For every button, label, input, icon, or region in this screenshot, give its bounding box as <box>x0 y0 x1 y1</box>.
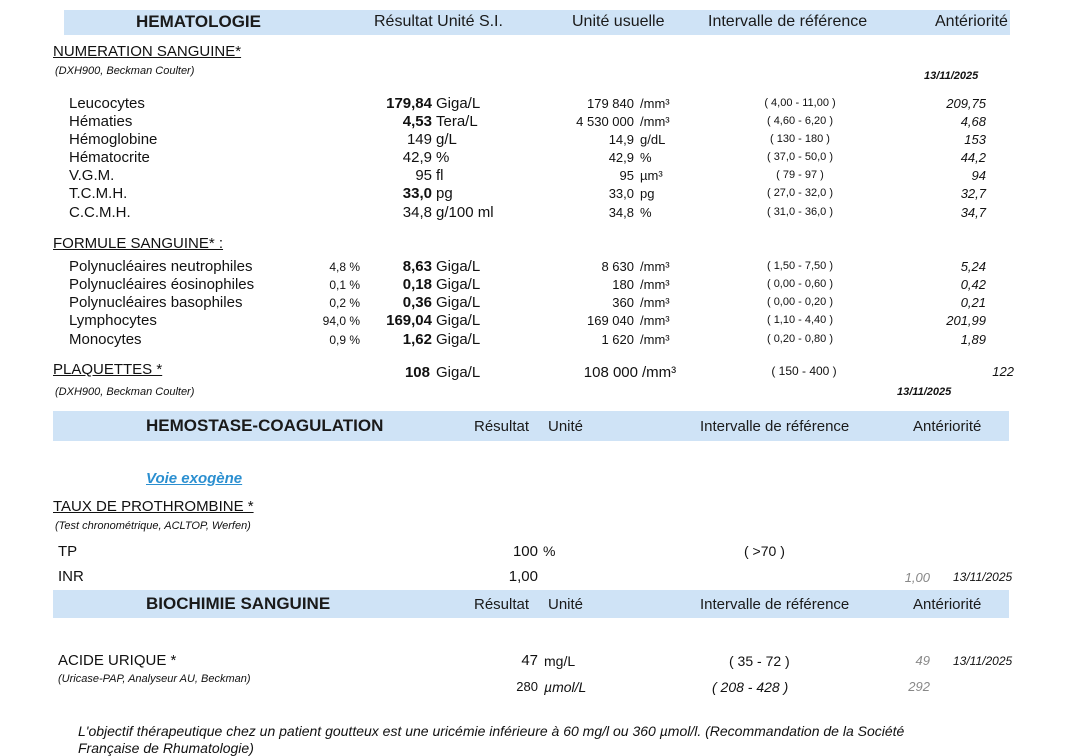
therapeutic-note-line2: Française de Rhumatologie) <box>78 740 254 756</box>
plaquettes-usual-unit: /mm³ <box>642 364 677 381</box>
tp-value: 100 <box>512 543 538 560</box>
header-reference: Intervalle de référence <box>708 13 868 30</box>
numeration-anteriority: 32,7 <box>960 186 986 201</box>
formule-unit: Giga/L <box>436 258 481 275</box>
numeration-usual-value: 179 840 <box>587 96 634 111</box>
numeration-reference: ( 37,0 - 50,0 ) <box>766 151 834 163</box>
formule-anteriority: 0,21 <box>960 295 986 310</box>
numeration-anteriority: 209,75 <box>946 96 986 111</box>
numeration-anteriority: 153 <box>964 132 986 147</box>
hemostase-method: (Test chronométrique, ACLTOP, Werfen) <box>55 520 251 532</box>
numeration-anteriority: 94 <box>971 168 986 183</box>
formule-reference: ( 1,50 - 7,50 ) <box>766 260 834 272</box>
numeration-reference: ( 4,00 - 11,00 ) <box>764 97 836 109</box>
acide-urique-label: ACIDE URIQUE * <box>58 652 177 669</box>
acide-urique-reference-si: ( 208 - 428 ) <box>712 679 789 695</box>
formule-reference: ( 0,20 - 0,80 ) <box>766 333 834 345</box>
numeration-label: Leucocytes <box>69 95 145 112</box>
tp-unit: % <box>543 543 556 559</box>
tp-label: TP <box>58 543 78 560</box>
formule-value: 169,04 <box>386 312 432 329</box>
numeration-label: V.G.M. <box>69 167 115 184</box>
tp-reference: ( >70 ) <box>744 543 785 559</box>
voie-exogene-link[interactable]: Voie exogène <box>146 470 243 487</box>
numeration-label: Hémoglobine <box>69 131 158 148</box>
formule-usual-unit: /mm³ <box>640 259 670 274</box>
numeration-unit: g/100 ml <box>436 204 494 221</box>
formule-unit: Giga/L <box>436 276 481 293</box>
biochimie-header-result: Résultat <box>474 596 530 613</box>
plaquettes-usual-value: 108 000 <box>583 364 638 381</box>
numeration-usual-unit: /mm³ <box>640 96 670 111</box>
numeration-usual-unit: µm³ <box>640 168 663 183</box>
formule-anteriority: 5,24 <box>960 259 986 274</box>
formule-percent: 0,1 % <box>329 278 360 292</box>
formule-usual-value: 180 <box>612 277 634 292</box>
formule-reference: ( 0,00 - 0,60 ) <box>766 278 834 290</box>
numeration-unit: g/L <box>436 131 457 148</box>
numeration-usual-value: 95 <box>619 168 634 183</box>
numeration-reference: ( 27,0 - 32,0 ) <box>766 187 834 199</box>
numeration-method: (DXH900, Beckman Coulter) <box>55 65 195 77</box>
numeration-unit: Tera/L <box>436 113 478 130</box>
numeration-usual-unit: /mm³ <box>640 114 670 129</box>
acide-urique-reference: ( 35 - 72 ) <box>729 653 790 669</box>
formule-usual-unit: /mm³ <box>640 277 670 292</box>
formule-unit: Giga/L <box>436 294 481 311</box>
therapeutic-note-line1: L'objectif thérapeutique chez un patient goutteux est une uricémie inférieure à 60 mg/l ou 360 µmol/l. (Recommandation de la Société <box>78 723 905 739</box>
plaquettes-unit: Giga/L <box>436 364 481 381</box>
header-usual-unit: Unité usuelle <box>572 13 665 30</box>
plaquettes-anteriority: 122 <box>992 364 1014 379</box>
numeration-value: 4,53 <box>402 113 432 130</box>
formule-usual-value: 1 620 <box>601 332 634 347</box>
acide-urique-unit: mg/L <box>544 653 576 669</box>
acide-urique-unit-si: µmol/L <box>544 679 587 695</box>
formule-usual-value: 360 <box>612 295 634 310</box>
biochimie-header-reference: Intervalle de référence <box>700 596 850 613</box>
formule-value: 0,36 <box>402 294 432 311</box>
formule-label: Monocytes <box>69 331 142 348</box>
plaquettes-reference: ( 150 - 400 ) <box>771 364 837 378</box>
biochimie-title: BIOCHIMIE SANGUINE <box>146 594 331 613</box>
numeration-label: C.C.M.H. <box>69 204 131 221</box>
numeration-value: 95 <box>415 167 432 184</box>
hematologie-title: HEMATOLOGIE <box>136 12 261 31</box>
numeration-label: T.C.M.H. <box>69 185 128 202</box>
formule-label: Polynucléaires neutrophiles <box>69 258 253 275</box>
numeration-usual-value: 34,8 <box>608 205 634 220</box>
plaquettes-date: 13/11/2025 <box>897 386 952 398</box>
formule-percent: 4,8 % <box>329 260 360 274</box>
numeration-label: Hématies <box>69 113 133 130</box>
numeration-unit: fl <box>436 167 444 184</box>
plaquettes-title: PLAQUETTES * <box>53 361 163 378</box>
numeration-reference: ( 4,60 - 6,20 ) <box>766 115 834 127</box>
numeration-unit: Giga/L <box>436 95 481 112</box>
formule-value: 8,63 <box>402 258 432 275</box>
numeration-value: 34,8 <box>402 204 432 221</box>
numeration-value: 42,9 <box>402 149 432 166</box>
hemostase-header-result: Résultat <box>474 418 530 435</box>
formule-anteriority: 1,89 <box>960 332 986 347</box>
biochimie-header-unit: Unité <box>548 596 584 613</box>
header-result-si: Résultat Unité S.I. <box>374 13 503 30</box>
numeration-title: NUMERATION SANGUINE* <box>53 43 242 60</box>
inr-value: 1,00 <box>508 568 538 585</box>
biochimie-header-anteriority: Antériorité <box>913 596 982 613</box>
inr-date: 13/11/2025 <box>953 570 1013 584</box>
numeration-reference: ( 31,0 - 36,0 ) <box>766 206 834 218</box>
hemostase-title: HEMOSTASE-COAGULATION <box>146 416 384 435</box>
acide-urique-value-si: 280 <box>516 679 538 694</box>
formule-unit: Giga/L <box>436 312 481 329</box>
taux-prothrombine-title: TAUX DE PROTHROMBINE * <box>53 498 254 515</box>
header-anteriority: Antériorité <box>935 13 1008 30</box>
numeration-usual-value: 42,9 <box>608 150 634 165</box>
numeration-usual-value: 14,9 <box>608 132 634 147</box>
numeration-date: 13/11/2025 <box>924 70 979 82</box>
formule-title: FORMULE SANGUINE* : <box>53 235 224 252</box>
formule-percent: 0,9 % <box>329 333 360 347</box>
formule-usual-unit: /mm³ <box>640 295 670 310</box>
formule-reference: ( 0,00 - 0,20 ) <box>766 296 834 308</box>
formule-anteriority: 201,99 <box>946 313 986 328</box>
formule-usual-value: 169 040 <box>587 313 634 328</box>
numeration-unit: pg <box>436 185 453 202</box>
inr-anteriority: 1,00 <box>904 570 930 585</box>
acide-urique-value: 47 <box>521 652 538 669</box>
numeration-value: 149 <box>406 131 432 148</box>
numeration-anteriority: 4,68 <box>960 114 986 129</box>
numeration-reference: ( 130 - 180 ) <box>770 133 830 145</box>
acide-urique-method: (Uricase-PAP, Analyseur AU, Beckman) <box>58 673 251 685</box>
formule-value: 1,62 <box>402 331 432 348</box>
numeration-usual-unit: % <box>640 150 652 165</box>
formule-percent: 0,2 % <box>329 296 360 310</box>
numeration-usual-unit: g/dL <box>640 132 666 147</box>
numeration-usual-value: 4 530 000 <box>576 114 634 129</box>
hemostase-header-reference: Intervalle de référence <box>700 418 850 435</box>
formule-label: Polynucléaires basophiles <box>69 294 243 311</box>
formule-usual-unit: /mm³ <box>640 313 670 328</box>
numeration-value: 33,0 <box>402 185 432 202</box>
formule-usual-value: 8 630 <box>601 259 634 274</box>
inr-label: INR <box>58 568 84 585</box>
hemostase-header-anteriority: Antériorité <box>913 418 982 435</box>
plaquettes-method: (DXH900, Beckman Coulter) <box>55 386 195 398</box>
numeration-label: Hématocrite <box>69 149 150 166</box>
formule-value: 0,18 <box>402 276 432 293</box>
acide-urique-anteriority: 49 <box>915 653 930 668</box>
numeration-usual-unit: % <box>640 205 652 220</box>
formule-label: Polynucléaires éosinophiles <box>69 276 255 293</box>
formule-usual-unit: /mm³ <box>640 332 670 347</box>
numeration-anteriority: 44,2 <box>960 150 986 165</box>
acide-urique-anteriority-si: 292 <box>908 679 930 694</box>
plaquettes-value: 108 <box>404 364 430 381</box>
numeration-unit: % <box>436 149 450 166</box>
formule-reference: ( 1,10 - 4,40 ) <box>766 314 834 326</box>
formule-unit: Giga/L <box>436 331 481 348</box>
formule-percent: 94,0 % <box>322 314 360 328</box>
formule-label: Lymphocytes <box>69 312 157 329</box>
numeration-usual-unit: pg <box>640 186 655 201</box>
numeration-usual-value: 33,0 <box>608 186 634 201</box>
numeration-reference: ( 79 - 97 ) <box>776 169 824 181</box>
acide-urique-date: 13/11/2025 <box>953 654 1013 668</box>
numeration-anteriority: 34,7 <box>960 205 986 220</box>
numeration-value: 179,84 <box>386 95 432 112</box>
formule-anteriority: 0,42 <box>960 277 986 292</box>
hemostase-header-unit: Unité <box>548 418 584 435</box>
